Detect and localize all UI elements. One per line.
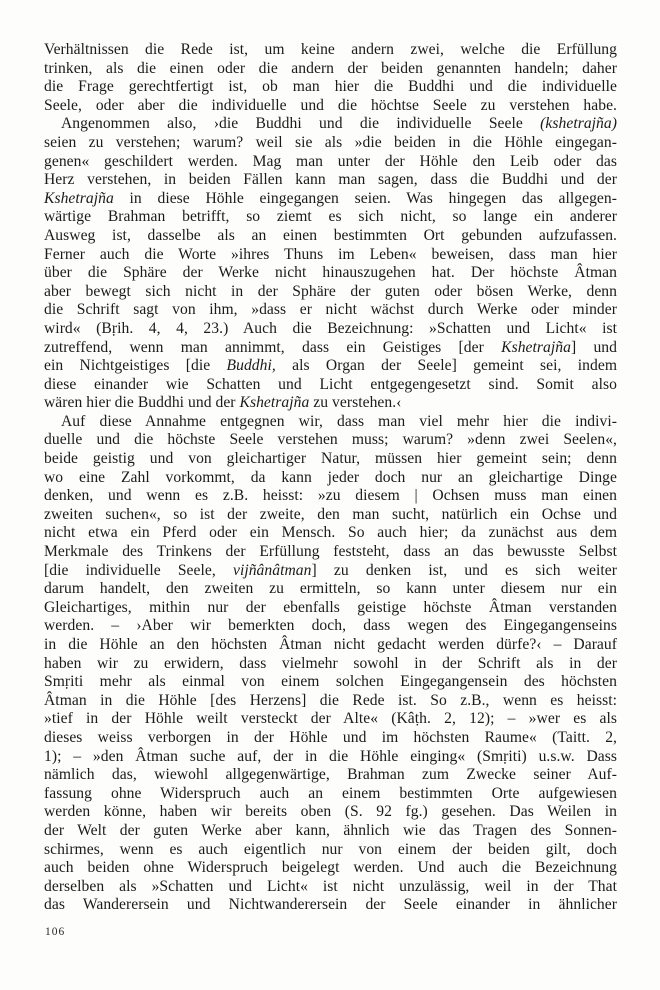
text-line (44, 822, 617, 841)
text-segment: Angenommen also, ›die Buddhi und die individuelle Seele (61, 115, 541, 133)
text-segment: derselben als »Schatten und Licht« ist nicht unzulässig, weil in der That (44, 877, 617, 895)
text-line (44, 283, 617, 302)
text-segment: »tief in der Höhle weilt versteckt der Alte« (Kâṭh. 2, 12); – »wer es als (44, 710, 617, 728)
text-segment: Merkmale des Trinkens der Erfüllung feststeht, dass an das bewusste Selbst (44, 543, 617, 561)
text-segment: werden könne, haben wir bereits oben (S. 92 fg.) gesehen. Das Weilen in (44, 803, 617, 821)
text-block (44, 41, 617, 915)
text-line (44, 562, 617, 581)
text-segment: (kshetrajña) (540, 115, 617, 133)
text-line (44, 692, 617, 711)
text-line (44, 469, 617, 488)
text-segment: über die Sphäre der Werke nicht hinauszugehen hat. Der höchste Âtman (44, 264, 617, 282)
text-line (44, 543, 617, 562)
text-segment: nicht etwa ein Pferd oder ein Mensch. So auch hier; da zunächst aus dem (44, 524, 617, 542)
text-line (44, 841, 617, 860)
text-segment: Herz verstehen, in beiden Fällen kann man sagen, dass die Buddhi und der (44, 171, 617, 189)
text-line (44, 41, 617, 60)
text-line (44, 190, 617, 209)
text-segment: zutreffend, wenn man annimmt, dass ein Geistiges [der (44, 338, 502, 356)
text-segment: zu verstehen.‹ (309, 394, 402, 412)
text-segment: die Frage gerechtfertigt ist, ob man hier die Buddhi und die individuelle (44, 78, 617, 96)
text-segment: denken, und wenn es z.B. heisst: »zu diesem | Ochsen muss man einen (44, 487, 617, 505)
text-line (44, 655, 617, 674)
text-line (44, 506, 617, 525)
text-line (44, 673, 617, 692)
text-segment: haben wir zu erwidern, dass vielmehr sowohl in der Schrift als in der (44, 654, 617, 672)
text-line (44, 859, 617, 878)
text-segment: Seele, oder aber die individuelle und die höchtse Seele zu verstehen habe. (44, 96, 617, 114)
text-segment: [die individuelle Seele, (44, 561, 233, 579)
text-segment: Kshetrajña (239, 394, 310, 412)
text-segment: der Welt der guten Werke aber kann, ähnlich wie das Tragen des Sonnen- (44, 821, 617, 839)
text-segment: zweiten suchen«, so ist der zweite, den man sucht, natürlich ein Ochse und (44, 505, 617, 523)
text-segment: ] zu denken ist, und es sich weiter (311, 561, 617, 579)
text-line (44, 413, 617, 432)
text-segment: die Schrift sagt von ihm, »dass er nicht wächst durch Werke oder minder (44, 301, 617, 319)
text-segment: ] und (570, 338, 618, 356)
text-segment: das Wanderersein und Nichtwanderersein der Seele einander in ähnlicher (44, 896, 617, 914)
text-segment: Verhältnissen die Rede ist, um keine andern zwei, welche die Erfüllung (44, 41, 617, 58)
text-segment: Buddhi, (226, 357, 276, 375)
text-line (44, 766, 617, 785)
text-segment: seien zu verstehen; warum? weil sie als »die beiden in die Höhle eingegan- (44, 133, 617, 151)
text-line (44, 636, 617, 655)
text-line (44, 339, 617, 358)
text-line (44, 227, 617, 246)
text-line (44, 394, 617, 413)
text-segment: Kshetrajña (501, 338, 571, 356)
text-segment: fassung ohne Widerspruch auch an einem bestimmten Orte aufgewiesen (44, 784, 617, 802)
text-segment: trinken, als die einen oder die andern der beiden genannten handeln; daher (44, 59, 617, 77)
text-line (44, 580, 617, 599)
text-segment: ein Nichtgeistiges [die (44, 357, 227, 375)
text-line (44, 357, 617, 376)
text-segment: diese einander wie Schatten und Licht entgegengesetzt sind. Somit also (44, 375, 617, 393)
text-line (44, 729, 617, 748)
text-segment: Ferner auch die Worte »ihres Thuns im Leben« beweisen, dass man hier (44, 245, 617, 263)
text-line (44, 599, 617, 618)
text-line (44, 431, 617, 450)
text-line (44, 208, 617, 227)
text-line (44, 450, 617, 469)
text-segment: wird« (Bṛih. 4, 4, 23.) Auch die Bezeichnung: »Schatten und Licht« ist (44, 319, 617, 337)
text-line (44, 487, 617, 506)
text-segment: Auf diese Annahme entgegnen wir, dass man viel mehr hier die indivi- (61, 412, 617, 430)
text-line (44, 264, 617, 283)
text-segment: vijñânâtman (232, 561, 312, 579)
text-segment: in diese Höhle eingegangen seien. Was hingegen das allgegen- (113, 189, 617, 207)
text-segment: als Organ der Seele] gemeint sei, indem (275, 357, 617, 375)
text-line (44, 246, 617, 265)
text-line (44, 60, 617, 79)
text-segment: aber bewegt sich nicht in der Sphäre der guten oder bösen Werke, denn (44, 282, 617, 300)
text-line (44, 710, 617, 729)
text-line (44, 115, 617, 134)
text-line (44, 803, 617, 822)
page-number: 106 (45, 926, 66, 938)
text-segment: duelle und die höchste Seele verstehen muss; warum? »denn zwei Seelen«, (44, 431, 617, 449)
text-segment: dieses weiss verborgen in der Höhle und im höchsten Raume« (Taitt. 2, (44, 728, 617, 746)
text-line (44, 896, 617, 915)
text-segment: 1); – »den Âtman suche auf, der in die Höhle einging« (Smṛiti) u.s.w. Dass (44, 747, 617, 765)
text-segment: Smṛiti mehr als einmal von einem solchen Eingegangensein des höchsten (44, 673, 617, 691)
text-segment: Kshetrajña (44, 189, 114, 207)
text-segment: Ausweg ist, dasselbe als an einen bestimmten Ort gebunden aufzufassen. (44, 226, 617, 244)
text-line (44, 617, 617, 636)
text-line (44, 171, 617, 190)
text-segment: in die Höhle an den höchsten Âtman nicht gedacht werden dürfe?‹ – Darauf (44, 636, 617, 653)
text-line (44, 97, 617, 116)
text-segment: werden. – ›Aber wir bemerkten doch, dass wegen des Eingegangenseins (44, 617, 617, 635)
text-segment: nämlich das, wiewohl allgegenwärtige, Brahman zum Zwecke seiner Auf- (44, 766, 617, 784)
text-segment: wärtige Brahman betrifft, so ziemt es sich nicht, so lange ein anderer (44, 208, 617, 226)
text-line (44, 376, 617, 395)
text-line (44, 153, 617, 172)
text-segment: wären hier die Buddhi und der (44, 394, 240, 412)
text-segment: schirmes, wenn es auch eigentlich nur von einem der beiden gilt, doch (44, 840, 617, 858)
text-segment: beide geistig und von gleichartiger Natur, müssen hier gemeint sein; denn (44, 450, 617, 468)
text-segment: Âtman in die Höhle [des Herzens] die Rede ist. So z.B., wenn es heisst: (44, 691, 617, 709)
text-line (44, 785, 617, 804)
text-line (44, 524, 617, 543)
text-line (44, 878, 617, 897)
text-segment: wo eine Zahl vorkommt, da kann jeder doch nur an gleichartige Dinge (44, 468, 617, 486)
text-segment: auch beiden ohne Widerspruch beigelegt werden. Und auch die Bezeichnung (44, 859, 617, 877)
text-segment: darum handelt, den zweiten zu ermitteln, so kann unter diesem nur ein (44, 580, 617, 598)
text-line (44, 78, 617, 97)
text-line (44, 301, 617, 320)
text-line (44, 134, 617, 153)
text-segment: Gleichartiges, mithin nur der ebenfalls geistige höchste Âtman verstanden (44, 598, 617, 616)
text-line (44, 320, 617, 339)
text-segment: genen« geschildert werden. Mag man unter der Höhle den Leib oder das (44, 152, 617, 170)
text-line (44, 748, 617, 767)
